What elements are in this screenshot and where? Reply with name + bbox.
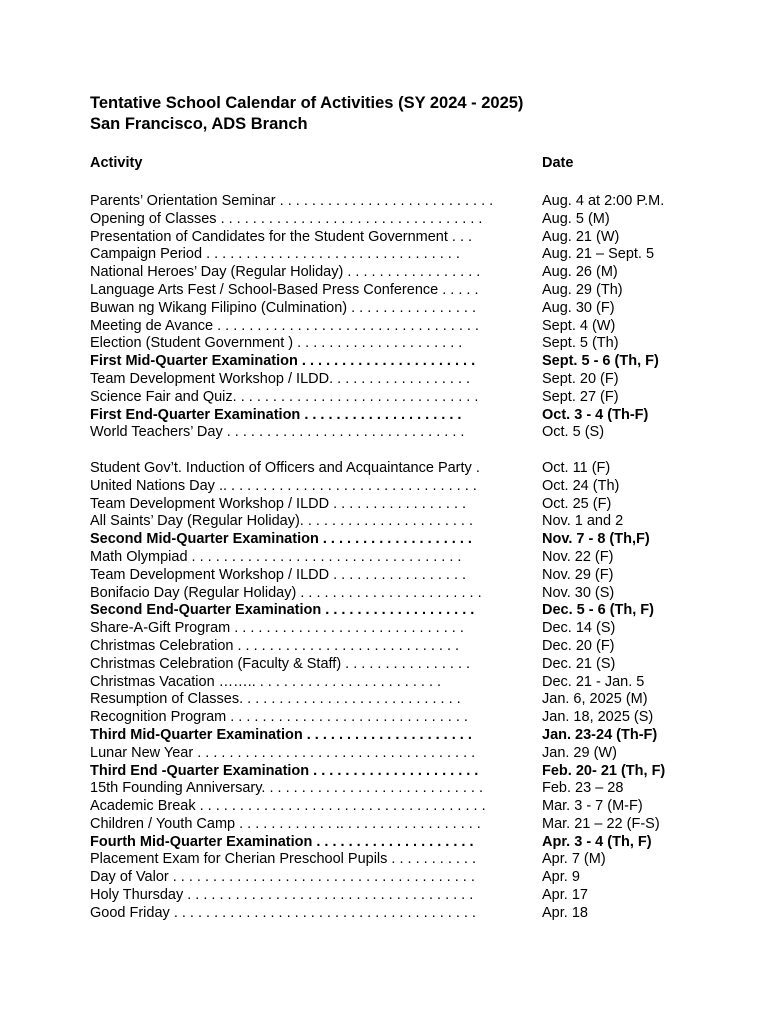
activity-date: Sept. 27 (F) <box>542 388 619 405</box>
activity-date: Aug. 5 (M) <box>542 210 610 227</box>
activity-row <box>90 478 730 496</box>
activity-name: Christmas Vacation …….. . . . . . . . . . . . . . . . . . . . . . . . <box>90 673 442 690</box>
section-spacer <box>90 442 730 460</box>
activity-date: Aug. 30 (F) <box>542 299 615 316</box>
activity-date: Nov. 30 (S) <box>542 584 615 601</box>
activity-name: Science Fair and Quiz. . . . . . . . . . . . . . . . . . . . . . . . . . . . . . . <box>90 388 479 405</box>
activity-row <box>90 318 730 336</box>
exam-row <box>90 602 730 620</box>
exam-row <box>90 353 730 371</box>
activity-name: First Mid-Quarter Examination . . . . . . . . . . . . . . . . . . . . . . <box>90 353 476 370</box>
activity-date: Apr. 7 (M) <box>542 851 606 868</box>
activity-row <box>90 691 730 709</box>
activity-name: Campaign Period . . . . . . . . . . . . . . . . . . . . . . . . . . . . . . . . <box>90 246 460 263</box>
activity-date: Jan. 29 (W) <box>542 744 617 761</box>
activity-date: Oct. 24 (Th) <box>542 477 620 494</box>
activity-row <box>90 371 730 389</box>
activity-name: Buwan ng Wikang Filipino (Culmination) . . . . . . . . . . . . . . . . <box>90 299 476 316</box>
activity-name: Team Development Workshop / ILDD. . . . . . . . . . . . . . . . . . <box>90 370 471 387</box>
activity-row <box>90 193 730 211</box>
column-headers <box>90 155 730 173</box>
activity-date: Jan. 6, 2025 (M) <box>542 691 648 708</box>
activity-name: Opening of Classes . . . . . . . . . . . . . . . . . . . . . . . . . . . . . . . . . <box>90 210 483 227</box>
activity-name: Children / Youth Camp . . . . . . . . . . . . .. . . . . . . . . . . . . . . . . . <box>90 815 481 832</box>
activity-date: Nov. 1 and 2 <box>542 513 624 530</box>
activity-date: Sept. 5 (Th) <box>542 335 619 352</box>
activity-row <box>90 460 730 478</box>
activity-row <box>90 816 730 834</box>
activity-name: Language Arts Fest / School-Based Press Conference . . . . . <box>90 281 479 298</box>
activity-name: World Teachers’ Day . . . . . . . . . . . . . . . . . . . . . . . . . . . . . . <box>90 424 465 441</box>
activity-date: Aug. 29 (Th) <box>542 281 623 298</box>
activity-name: Student Gov’t. Induction of Officers and Acquaintance Party . <box>90 459 480 476</box>
activity-name: Share-A-Gift Program . . . . . . . . . . . . . . . . . . . . . . . . . . . . . <box>90 620 464 637</box>
document-title: Tentative School Calendar of Activities (SY 2024 - 2025) <box>90 94 524 112</box>
activity-date: Aug. 21 – Sept. 5 <box>542 246 655 263</box>
activity-row <box>90 887 730 905</box>
activity-name: Academic Break . . . . . . . . . . . . . . . . . . . . . . . . . . . . . . . . . . . . <box>90 798 486 815</box>
activity-date: Apr. 3 - 4 (Th, F) <box>542 833 652 850</box>
activity-date: Oct. 5 (S) <box>542 424 605 441</box>
activity-date: Feb. 23 – 28 <box>542 780 624 797</box>
activity-row <box>90 496 730 514</box>
activity-row <box>90 264 730 282</box>
activity-date: Oct. 3 - 4 (Th-F) <box>542 406 649 423</box>
activity-date: Oct. 25 (F) <box>542 495 612 512</box>
activity-schedule <box>90 193 730 923</box>
activity-row <box>90 389 730 407</box>
schedule-section <box>90 193 730 442</box>
activity-name: Christmas Celebration (Faculty & Staff) . . . . . . . . . . . . . . . . <box>90 655 471 672</box>
activity-row <box>90 300 730 318</box>
activity-name: Second End-Quarter Examination . . . . . . . . . . . . . . . . . . . <box>90 602 475 619</box>
activity-name: Meeting de Avance . . . . . . . . . . . . . . . . . . . . . . . . . . . . . . . . . <box>90 317 479 334</box>
activity-name: Christmas Celebration . . . . . . . . . . . . . . . . . . . . . . . . . . . . <box>90 637 460 654</box>
activity-name: Parents’ Orientation Seminar . . . . . . . . . . . . . . . . . . . . . . . . . . . <box>90 193 494 209</box>
activity-row <box>90 282 730 300</box>
activity-date: Jan. 23-24 (Th-F) <box>542 726 658 743</box>
activity-date: Sept. 20 (F) <box>542 370 619 387</box>
activity-name: Lunar New Year . . . . . . . . . . . . . . . . . . . . . . . . . . . . . . . . . . . <box>90 744 476 761</box>
activity-name: Day of Valor . . . . . . . . . . . . . . . . . . . . . . . . . . . . . . . . . . . . . . <box>90 869 475 886</box>
activity-row <box>90 674 730 692</box>
activity-row <box>90 549 730 567</box>
activity-name: National Heroes’ Day (Regular Holiday) . . . . . . . . . . . . . . . . . <box>90 264 481 281</box>
activity-name: First End-Quarter Examination . . . . . . . . . . . . . . . . . . . . <box>90 406 462 423</box>
activity-row <box>90 905 730 923</box>
activity-row <box>90 798 730 816</box>
activity-name: All Saints’ Day (Regular Holiday). . . . . . . . . . . . . . . . . . . . . . <box>90 513 474 530</box>
activity-row <box>90 851 730 869</box>
activity-date: Aug. 26 (M) <box>542 264 618 281</box>
activity-name: Fourth Mid-Quarter Examination . . . . . . . . . . . . . . . . . . . . <box>90 833 474 850</box>
activity-name: Bonifacio Day (Regular Holiday) . . . . . . . . . . . . . . . . . . . . . . . <box>90 584 482 601</box>
document-subtitle: San Francisco, ADS Branch <box>90 115 308 133</box>
activity-name: Recognition Program . . . . . . . . . . . . . . . . . . . . . . . . . . . . . . <box>90 709 468 726</box>
activity-date: Aug. 21 (W) <box>542 228 620 245</box>
activity-date: Nov. 29 (F) <box>542 566 614 583</box>
activity-name: Resumption of Classes. . . . . . . . . . . . . . . . . . . . . . . . . . . . <box>90 691 461 708</box>
activity-row <box>90 211 730 229</box>
activity-name: Election (Student Government ) . . . . . . . . . . . . . . . . . . . . . <box>90 335 463 352</box>
activity-row <box>90 709 730 727</box>
activity-date: Nov. 22 (F) <box>542 548 614 565</box>
activity-row <box>90 246 730 264</box>
activity-name: Team Development Workshop / ILDD . . . . . . . . . . . . . . . . . <box>90 495 467 512</box>
exam-row <box>90 834 730 852</box>
activity-row <box>90 229 730 247</box>
activity-date: Dec. 21 (S) <box>542 655 616 672</box>
activity-name: Holy Thursday . . . . . . . . . . . . . . . . . . . . . . . . . . . . . . . . . . . . <box>90 887 474 904</box>
activity-name: Math Olympiad . . . . . . . . . . . . . . . . . . . . . . . . . . . . . . . . . . <box>90 548 462 565</box>
activity-date: Dec. 21 - Jan. 5 <box>542 673 645 690</box>
activity-row <box>90 620 730 638</box>
activity-date: Aug. 4 at 2:00 P.M. <box>542 193 665 209</box>
activity-date: Mar. 3 - 7 (M-F) <box>542 798 643 815</box>
calendar-document <box>90 93 730 923</box>
activity-name: Second Mid-Quarter Examination . . . . . . . . . . . . . . . . . . . <box>90 531 472 548</box>
activity-name: Presentation of Candidates for the Student Government . . . <box>90 228 473 245</box>
activity-name: 15th Founding Anniversary. . . . . . . . . . . . . . . . . . . . . . . . . . . . <box>90 780 483 797</box>
activity-row <box>90 656 730 674</box>
activity-row <box>90 745 730 763</box>
activity-date: Dec. 20 (F) <box>542 637 615 654</box>
activity-date: Nov. 7 - 8 (Th,F) <box>542 531 650 548</box>
activity-name: Third Mid-Quarter Examination . . . . . . . . . . . . . . . . . . . . . <box>90 726 472 743</box>
activity-date: Oct. 11 (F) <box>542 459 611 476</box>
activity-column-header: Activity <box>90 155 143 171</box>
activity-row <box>90 638 730 656</box>
activity-date: Mar. 21 – 22 (F-S) <box>542 815 660 832</box>
activity-date: Apr. 9 <box>542 869 580 886</box>
activity-name: Third End -Quarter Examination . . . . . . . . . . . . . . . . . . . . . <box>90 762 479 779</box>
exam-row <box>90 531 730 549</box>
activity-date: Dec. 14 (S) <box>542 620 616 637</box>
activity-row <box>90 335 730 353</box>
activity-row <box>90 585 730 603</box>
date-column-header: Date <box>542 155 574 171</box>
exam-row <box>90 763 730 781</box>
activity-row <box>90 424 730 442</box>
activity-row <box>90 780 730 798</box>
activity-date: Apr. 18 <box>542 904 588 921</box>
activity-name: Team Development Workshop / ILDD . . . . . . . . . . . . . . . . . <box>90 566 467 583</box>
activity-row <box>90 869 730 887</box>
activity-date: Feb. 20- 21 (Th, F) <box>542 762 666 779</box>
activity-date: Sept. 5 - 6 (Th, F) <box>542 353 659 370</box>
exam-row <box>90 407 730 425</box>
activity-row <box>90 513 730 531</box>
schedule-section <box>90 460 730 923</box>
activity-date: Apr. 17 <box>542 887 588 904</box>
activity-name: United Nations Day .. . . . . . . . . . . . . . . . . . . . . . . . . . . . . . . . <box>90 477 477 494</box>
activity-name: Good Friday . . . . . . . . . . . . . . . . . . . . . . . . . . . . . . . . . . . . . . <box>90 904 476 921</box>
activity-date: Dec. 5 - 6 (Th, F) <box>542 602 654 619</box>
activity-row <box>90 567 730 585</box>
activity-date: Jan. 18, 2025 (S) <box>542 709 654 726</box>
activity-date: Sept. 4 (W) <box>542 317 616 334</box>
activity-name: Placement Exam for Cherian Preschool Pupils . . . . . . . . . . . <box>90 851 477 868</box>
exam-row <box>90 727 730 745</box>
